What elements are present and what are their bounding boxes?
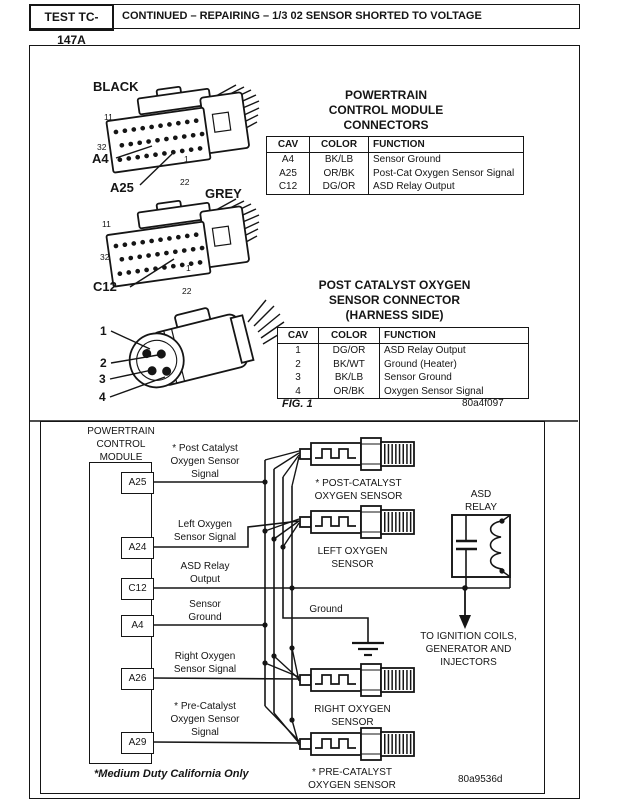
round-pin-1: 1 <box>100 324 107 338</box>
ground-label: Ground <box>309 604 343 615</box>
wire-label-c12: ASD Relay Output <box>180 561 230 585</box>
wire-label-a4: Sensor Ground <box>188 599 222 623</box>
pin-a29: A29 <box>121 732 154 754</box>
post-catalyst-sensor-label: * POST-CATALYST OXYGEN SENSOR <box>314 478 403 502</box>
sensor-table-title: POST CATALYST OXYGEN SENSOR CONNECTOR (HARNESS SIDE) <box>318 278 471 322</box>
grey-cavity-1: 1 <box>186 263 191 273</box>
asd-relay-symbol <box>452 515 510 588</box>
callout-c12: C12 <box>93 279 117 294</box>
ground-symbol <box>352 643 384 655</box>
post-catalyst-sensor-symbol <box>300 438 414 470</box>
sensor-connector-table <box>277 327 529 399</box>
pcm-table-title: POWERTRAIN CONTROL MODULE CONNECTORS <box>328 88 444 132</box>
left-sensor-label: LEFT OXYGEN SENSOR <box>317 546 388 570</box>
grey-cavity-22: 22 <box>182 286 192 296</box>
pin-c12: C12 <box>121 578 154 600</box>
callout-a4: A4 <box>92 151 109 166</box>
pre-catalyst-sensor-symbol <box>300 728 414 760</box>
wire-label-a29: * Pre-Catalyst Oxygen Sensor Signal <box>170 701 240 738</box>
fig1-label: FIG. 1 <box>282 398 313 410</box>
pin-a25: A25 <box>121 472 154 494</box>
table-row: A25 OR/BK Post-Cat Oxygen Sensor Signal <box>267 167 524 181</box>
table-row: 2 BK/WT Ground (Heater) <box>278 358 529 372</box>
pre-catalyst-sensor-label: * PRE-CATALYST OXYGEN SENSOR <box>308 767 396 791</box>
ignition-label: TO IGNITION COILS, GENERATOR AND INJECTORS <box>420 631 517 668</box>
black-cavity-1: 1 <box>184 154 189 164</box>
pcm-connector-table <box>266 136 524 195</box>
grey-cavity-32: 32 <box>100 252 110 262</box>
left-sensor-symbol <box>300 506 414 538</box>
wire-label-a25: * Post Catalyst Oxygen Sensor Signal <box>170 443 240 480</box>
table-row: 4 OR/BK Oxygen Sensor Signal <box>278 385 529 399</box>
pcm-box <box>89 462 152 764</box>
black-connector-label: BLACK <box>93 79 139 94</box>
black-cavity-22: 22 <box>180 177 190 187</box>
table-row: 1 DG/OR ASD Relay Output <box>278 344 529 358</box>
page-title: CONTINUED – REPAIRING – 1/3 02 SENSOR SHORTED TO VOLTAGE <box>122 10 482 22</box>
table-header-row: CAV COLOR FUNCTION <box>267 137 524 153</box>
fig1-code: 80a4f097 <box>462 398 504 409</box>
pin-a26: A26 <box>121 668 154 690</box>
grey-connector-drawing <box>103 192 259 286</box>
grey-cavity-11: 11 <box>102 219 111 229</box>
table-row: 3 BK/LB Sensor Ground <box>278 371 529 385</box>
asd-relay-label: ASD RELAY <box>464 489 498 513</box>
pcm-title: POWERTRAIN CONTROL MODULE <box>87 426 155 463</box>
table-row: A4 BK/LB Sensor Ground <box>267 153 524 167</box>
footnote: *Medium Duty California Only <box>94 768 249 780</box>
fig2-code: 80a9536d <box>458 774 503 785</box>
right-sensor-label: RIGHT OXYGEN SENSOR <box>314 704 391 728</box>
grey-connector-label: GREY <box>205 186 242 201</box>
test-id-box <box>29 4 114 47</box>
ignition-arrow <box>459 588 471 629</box>
pin-a24: A24 <box>121 537 154 559</box>
wire-label-a26: Right Oxygen Sensor Signal <box>173 651 237 675</box>
right-sensor-symbol <box>300 664 414 696</box>
round-pin-2: 2 <box>100 356 107 370</box>
pin-a4: A4 <box>121 615 154 637</box>
black-cavity-32: 32 <box>97 142 107 152</box>
test-id-label: TEST TC-147A <box>44 10 99 47</box>
callout-a25: A25 <box>110 180 134 195</box>
black-cavity-11: 11 <box>104 112 113 122</box>
round-pin-4: 4 <box>99 390 106 404</box>
wire-label-a24: Left Oxygen Sensor Signal <box>173 519 237 543</box>
round-pin-3: 3 <box>99 372 106 386</box>
table-header-row: CAV COLOR FUNCTION <box>278 328 529 344</box>
table-row: C12 DG/OR ASD Relay Output <box>267 180 524 194</box>
